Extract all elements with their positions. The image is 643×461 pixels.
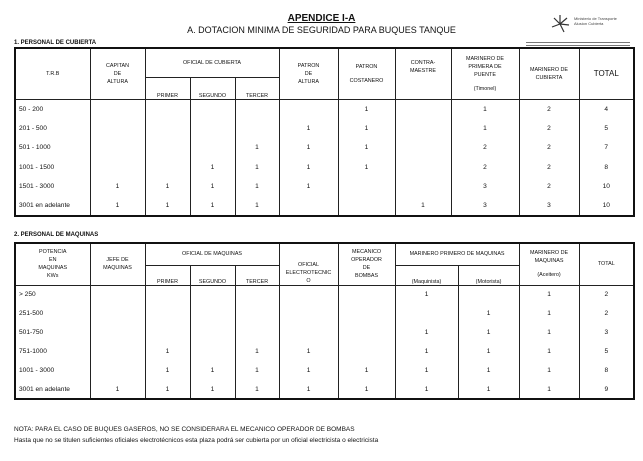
table-cell: 1 <box>145 361 190 380</box>
logo-underline <box>526 42 630 46</box>
header-patron-costanero: PATRON COSTANERO <box>338 48 395 99</box>
table-cell: 1 <box>190 158 235 178</box>
table-row <box>15 158 634 178</box>
page-title: APENDICE I-A <box>287 13 356 24</box>
row-label: 3001 en adelante <box>15 380 90 399</box>
header-marinero-primera: MARINERO DE PRIMERA DE PUENTE (Timonel) <box>451 48 519 99</box>
table-cell <box>145 158 190 178</box>
table-cell: 1 <box>519 323 579 342</box>
header-segundo-maq: SEGUNDO <box>190 265 235 285</box>
header-primer: PRIMER <box>145 77 190 99</box>
table-cell: 1 <box>395 380 458 399</box>
table-cell: 1 <box>279 177 338 197</box>
header-marinero-cubierta: MARINERO DE CUBIERTA <box>519 48 579 99</box>
engine-personnel-table <box>14 242 635 400</box>
row-label: 3001 en adelante <box>15 197 90 217</box>
table-cell <box>235 119 279 139</box>
header-potencia: POTENCIA EN MAQUINAS KWs <box>15 243 90 285</box>
table-cell: 5 <box>579 342 634 361</box>
table-cell: 1 <box>145 177 190 197</box>
table-cell: 8 <box>579 158 634 178</box>
table-cell <box>338 197 395 217</box>
header-marinero-primero-maquinas: MARINERO PRIMERO DE MAQUINAS <box>395 243 519 265</box>
table-cell: 1 <box>145 342 190 361</box>
table-cell <box>190 138 235 158</box>
header-jefe-maquinas: JEFE DE MAQUINAS <box>90 243 145 285</box>
header-marinero-maquinas: MARINERO DE MAQUINAS (Aceitero) <box>519 243 579 285</box>
table-cell: 1 <box>90 177 145 197</box>
table-cell: 4 <box>579 99 634 119</box>
table-cell: 3 <box>579 323 634 342</box>
table-cell: 1 <box>451 119 519 139</box>
table-cell: 3 <box>519 197 579 217</box>
table-cell: 1 <box>338 99 395 119</box>
table-cell: 1 <box>519 304 579 323</box>
header-maquinista: (Maquinista) <box>395 265 458 285</box>
table-cell <box>190 119 235 139</box>
table-cell: 1 <box>90 197 145 217</box>
table-cell <box>145 99 190 119</box>
table-cell: 1 <box>338 119 395 139</box>
table-cell: 2 <box>451 138 519 158</box>
table-cell <box>235 99 279 119</box>
page-subtitle: A. DOTACION MINIMA DE SEGURIDAD PARA BUQUES TANQUE <box>187 25 456 35</box>
table-cell: 1 <box>279 361 338 380</box>
table-cell <box>235 285 279 304</box>
table-cell <box>190 342 235 361</box>
table-cell: 1 <box>90 380 145 399</box>
table-cell: 1 <box>458 380 519 399</box>
table-cell: 2 <box>519 99 579 119</box>
table-cell: 1 <box>279 138 338 158</box>
table-cell <box>279 285 338 304</box>
table-cell <box>190 323 235 342</box>
deck-personnel-table <box>14 47 635 217</box>
table-cell: 1 <box>458 342 519 361</box>
table-row <box>15 119 634 139</box>
table-cell <box>338 177 395 197</box>
table-row <box>15 342 634 361</box>
table-cell: 2 <box>519 138 579 158</box>
table-cell <box>145 304 190 323</box>
header-patron-altura: PATRON DE ALTURA <box>279 48 338 99</box>
table-cell: 1 <box>395 323 458 342</box>
table-cell <box>90 119 145 139</box>
header-oficial-cubierta: OFICIAL DE CUBIERTA <box>145 48 279 77</box>
table-cell <box>90 138 145 158</box>
section-2-label: 2. PERSONAL DE MAQUINAS <box>14 232 99 238</box>
table-cell: 1 <box>279 342 338 361</box>
table-cell: 1 <box>451 99 519 119</box>
table-cell <box>338 285 395 304</box>
header-segundo: SEGUNDO <box>190 77 235 99</box>
header-motorista: (Motorista) <box>458 265 519 285</box>
logo-caption: Ministerio de Transporte Alusion Cubierta <box>574 16 617 26</box>
table-cell: 1 <box>190 361 235 380</box>
table-cell: 1 <box>235 361 279 380</box>
header-total-maquinas: TOTAL <box>579 243 634 285</box>
table-cell <box>395 99 451 119</box>
table-cell <box>395 158 451 178</box>
table-cell <box>395 177 451 197</box>
table-cell: 1 <box>395 342 458 361</box>
note-gaseros: NOTA: PARA EL CASO DE BUQUES GASEROS, NO SE CONSIDERARA EL MECANICO OPERADOR DE BOMBAS <box>14 426 355 433</box>
table-cell: 1 <box>395 197 451 217</box>
header-trb: T.R.B <box>15 48 90 99</box>
table-cell: 2 <box>579 304 634 323</box>
header-electrotecnico: OFICIAL ELECTROTECNIC O <box>279 243 338 285</box>
table-cell <box>395 119 451 139</box>
table-cell <box>90 99 145 119</box>
table-cell: 1 <box>235 158 279 178</box>
table-cell <box>338 304 395 323</box>
table-cell: 1 <box>145 380 190 399</box>
ministry-logo <box>550 14 630 42</box>
table-cell: 10 <box>579 177 634 197</box>
row-label: 251-500 <box>15 304 90 323</box>
note-electrotecnicos: Hasta que no se titulen suficientes oficiales electrotécnicos esta plaza podrá ser cubierta por un oficial electricista o electricista <box>14 437 379 444</box>
table-cell: 8 <box>579 361 634 380</box>
table-cell <box>338 342 395 361</box>
table-row <box>15 99 634 119</box>
table-cell: 1 <box>279 119 338 139</box>
table-cell <box>190 99 235 119</box>
table-cell <box>190 304 235 323</box>
row-label: 50 - 200 <box>15 99 90 119</box>
table-cell: 1 <box>190 197 235 217</box>
table-cell: 2 <box>451 158 519 178</box>
row-label: 1001 - 1500 <box>15 158 90 178</box>
table-cell: 1 <box>395 361 458 380</box>
table-cell <box>90 323 145 342</box>
table-cell <box>90 342 145 361</box>
table-cell: 2 <box>519 119 579 139</box>
table-cell: 1 <box>458 361 519 380</box>
table-cell: 7 <box>579 138 634 158</box>
table-cell <box>395 304 458 323</box>
table-cell <box>279 323 338 342</box>
table-cell: 9 <box>579 380 634 399</box>
table-row <box>15 380 634 399</box>
row-label: 1001 - 3000 <box>15 361 90 380</box>
table-cell: 1 <box>190 380 235 399</box>
table-cell: 5 <box>579 119 634 139</box>
table-cell: 2 <box>579 285 634 304</box>
table-row <box>15 304 634 323</box>
row-label: 501 - 1000 <box>15 138 90 158</box>
table-cell <box>279 304 338 323</box>
table-cell: 1 <box>235 197 279 217</box>
table-cell <box>145 138 190 158</box>
table-cell: 1 <box>190 177 235 197</box>
table-cell <box>235 323 279 342</box>
table-cell <box>279 197 338 217</box>
table-cell: 10 <box>579 197 634 217</box>
table-cell: 1 <box>338 158 395 178</box>
table-cell <box>235 304 279 323</box>
ministry-logo-icon <box>550 14 570 34</box>
section-1-label: 1. PERSONAL DE CUBIERTA <box>14 40 97 46</box>
table-cell <box>395 138 451 158</box>
table-row <box>15 177 634 197</box>
table-cell: 1 <box>458 323 519 342</box>
table-cell: 2 <box>519 177 579 197</box>
table-cell: 1 <box>235 342 279 361</box>
table-cell: 1 <box>458 304 519 323</box>
table-cell: 1 <box>519 285 579 304</box>
row-label: 751-1000 <box>15 342 90 361</box>
table-cell <box>458 285 519 304</box>
table-row <box>15 138 634 158</box>
header-primer-maq: PRIMER <box>145 265 190 285</box>
table-cell: 1 <box>235 177 279 197</box>
header-capitan: CAPITAN DE ALTURA <box>90 48 145 99</box>
row-label: 1501 - 3000 <box>15 177 90 197</box>
table-cell <box>90 158 145 178</box>
table-cell: 1 <box>279 380 338 399</box>
table-cell <box>145 285 190 304</box>
row-label: > 250 <box>15 285 90 304</box>
header-tercer: TERCER <box>235 77 279 99</box>
table-cell: 1 <box>235 138 279 158</box>
table-row <box>15 361 634 380</box>
header-mecanico: MECANICO OPERADOR DE BOMBAS <box>338 243 395 285</box>
table-cell <box>145 119 190 139</box>
table-cell: 1 <box>145 197 190 217</box>
table-cell: 1 <box>395 285 458 304</box>
table-cell <box>90 361 145 380</box>
table-cell: 1 <box>519 361 579 380</box>
table-cell <box>90 285 145 304</box>
table-cell <box>145 323 190 342</box>
table-cell: 1 <box>279 158 338 178</box>
header-oficial-maquinas: OFICIAL DE MAQUINAS <box>145 243 279 265</box>
row-label: 201 - 500 <box>15 119 90 139</box>
table-cell: 3 <box>451 177 519 197</box>
table-cell: 1 <box>519 342 579 361</box>
table-cell: 1 <box>235 380 279 399</box>
table-cell: 3 <box>451 197 519 217</box>
table-row <box>15 197 634 217</box>
table-cell: 2 <box>519 158 579 178</box>
table-row <box>15 285 634 304</box>
table-cell <box>279 99 338 119</box>
table-cell: 1 <box>338 380 395 399</box>
header-tercer-maq: TERCER <box>235 265 279 285</box>
table-cell: 1 <box>519 380 579 399</box>
table-cell: 1 <box>338 361 395 380</box>
table-cell <box>90 304 145 323</box>
table-cell: 1 <box>338 138 395 158</box>
row-label: 501-750 <box>15 323 90 342</box>
header-contramaestre: CONTRA- MAESTRE <box>395 48 451 99</box>
table-cell <box>190 285 235 304</box>
header-total: TOTAL <box>579 48 634 99</box>
table-cell <box>338 323 395 342</box>
table-row <box>15 323 634 342</box>
